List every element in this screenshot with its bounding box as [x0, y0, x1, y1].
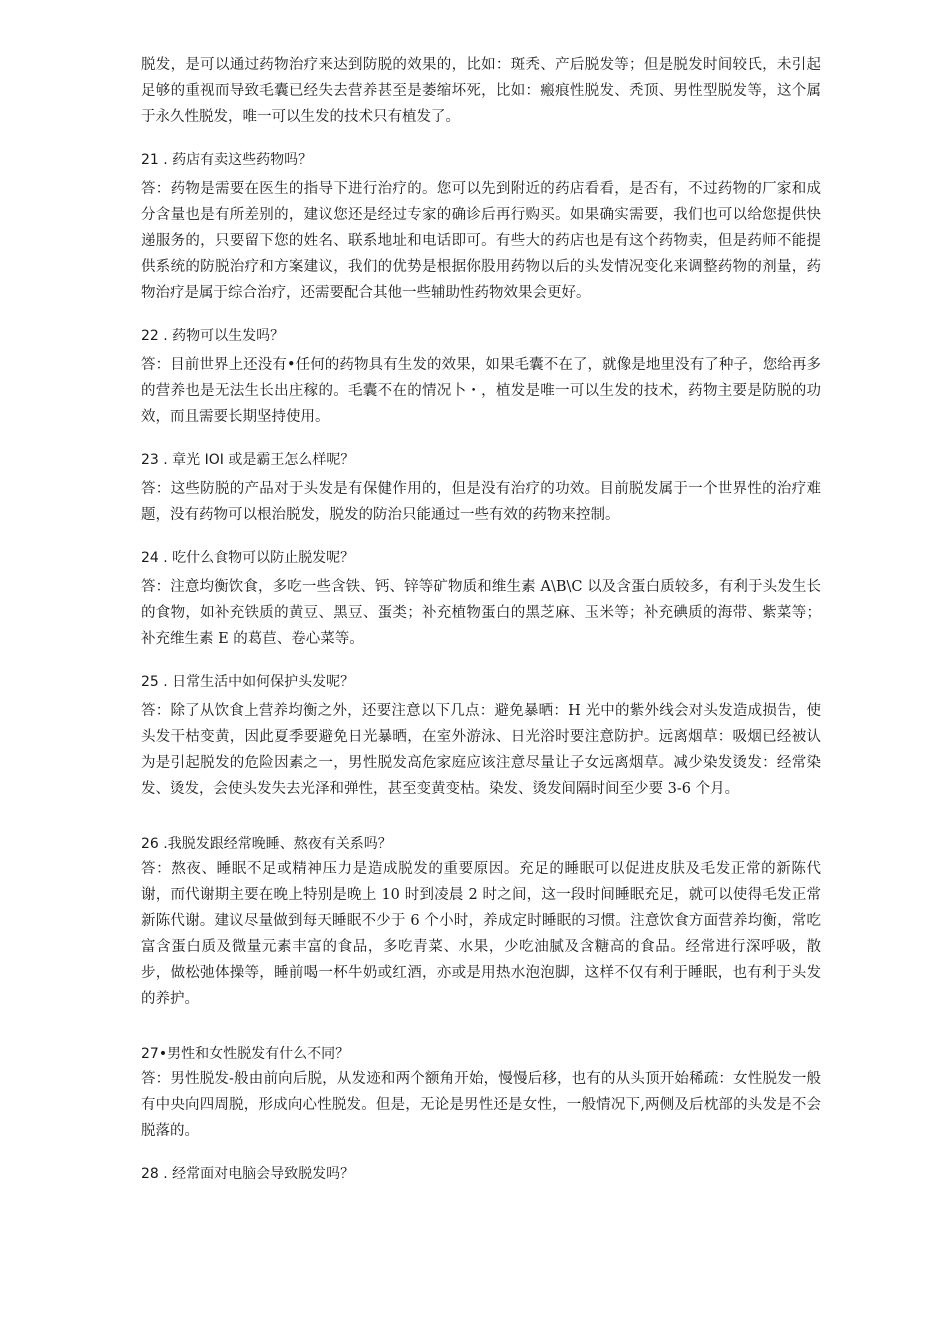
question-26: 26 .我脱发跟经常晚睡、熬夜有关系吗？ [141, 836, 392, 852]
document-page [141, 52, 821, 1186]
intro-paragraph: 脱发，是可以通过药物治疗来达到防脱的效果的，比如：斑秃、产后脱发等；但是脱发时间较氏，未引起足够的重视而导致毛囊已经失去营养甚至是萎缩坏死，比如：瘢痕性脱发、秃顶、男性型脱发等，这个属于永久性脱发，唯一可以生发的技术只有植发了。 [141, 57, 821, 125]
answer-22: 答：目前世界上还没有•任何的药物具有生发的效果，如果毛囊不在了，就像是地里没有了种子，您给再多的营养也是无法生长出庄稼的。毛囊不在的情况卜・，植发是唯一可以生发的技术，药物主要是防脱的功效，而且需要长期坚持使用。 [141, 357, 821, 425]
answer-26: 答：熬夜、睡眠不足或精神压力是造成脱发的重要原因。充足的睡眠可以促进皮肤及毛发正常的新陈代谢，而代谢期主要在晚上特别是晚上 10 时到凌晨 2 时之间，这一段时间睡眠充足，就可以使得毛发正常新陈代谢。建议尽量做到每天睡眠不少于 6 个小时，养成定时睡眠的习惯。注意饮食方面营养均衡，常吃富含蛋白质及微量元素丰富的食品，多吃青菜、水果，少吃油腻及含糖高的食品。经常进行深呼吸，散步，做松弛体操等，睡前喝一杯牛奶或红酒，亦或是用热水泡泡脚，这样不仅有利于睡眠，也有利于头发的养护。 [141, 861, 821, 1007]
question-24: 24 . 吃什么食物可以防止脱发呢？ [141, 550, 355, 566]
question-21: 21 . 药店有卖这些药物吗？ [141, 152, 313, 168]
question-27: 27•男性和女性脱发有什么不同？ [141, 1046, 350, 1062]
question-28: 28 . 经常面对电脑会导致脱发吗？ [141, 1166, 355, 1182]
answer-24: 答：注意均衡饮食，多吃一些含铁、钙、锌等矿物质和维生素 A\B\C 以及含蛋白质较多，有利于头发生长的食物，如补充铁质的黄豆、黑豆、蛋类；补充植物蛋白的黑芝麻、玉米等；补充碘质的海带、紫菜等；补充维生素 E 的葛苣、卷心菜等。 [141, 579, 821, 647]
question-22: 22 . 药物可以生发吗？ [141, 328, 285, 344]
answer-21: 答：药物是需要在医生的指导下进行治疗的。您可以先到附近的药店看看，是否有，不过药物的厂家和成分含量也是有所差别的，建议您还是经过专家的确诊后再行购买。如果确实需要，我们也可以给您提供快递服务的，只要留下您的姓名、联系地址和电话即可。有些大的药店也是有这个药物卖，但是药师不能提供系统的防脱治疗和方案建议，我们的优势是根据你股用药物以后的头发情况变化来调整药物的剂量，药物治疗是属于综合治疗，还需要配合其他一些辅助性药物效果会更好。 [141, 181, 821, 301]
question-23: 23 . 章光 IOI 或是霸王怎么样呢？ [141, 452, 355, 468]
answer-23: 答：这些防脱的产品对于头发是有保健作用的，但是没有治疗的功效。目前脱发属于一个世界性的治疗难题，没有药物可以根治脱发，脱发的防治只能通过一些有效的药物来控制。 [141, 481, 821, 523]
answer-25: 答：除了从饮食上营养均衡之外，还要注意以下几点：避免暴晒：H 光中的紫外线会对头发造成损告，使头发干枯变黄，因此夏季要避免日光暴晒，在室外游泳、日光浴时要注意防护。远离烟草：吸烟已经被认为是引起脱发的危险因素之一，男性脱发高危家庭应该注意尽量让子女远离烟草。减少染发烫发：经常染发、烫发，会使头发失去光泽和弹性，甚至变黄变枯。染发、烫发间隔时间至少要 3-6 个月。 [141, 703, 821, 797]
answer-27: 答：男性脱发-般由前向后脱，从发迹和两个额角开始，慢慢后移，也有的从头顶开始稀疏：女性脱发一般有中央向四周脱，形成向心性脱发。但是，无论是男性还是女性，一般情况下,两侧及后枕部的头发是不会脱落的。 [141, 1071, 821, 1139]
question-25: 25 . 日常生活中如何保护头发呢？ [141, 674, 355, 690]
